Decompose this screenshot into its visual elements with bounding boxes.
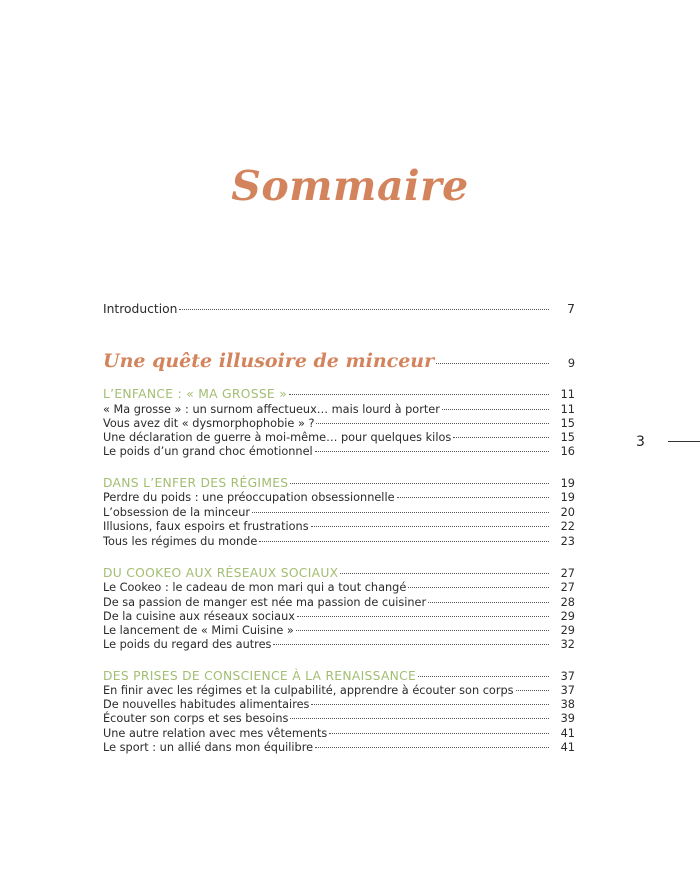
dot-leader: [289, 394, 549, 395]
toc-chapter-label: DANS L’ENFER DES RÉGIMES: [103, 476, 289, 490]
toc-page-number: 38: [560, 698, 575, 711]
toc-entry[interactable]: [103, 417, 575, 431]
toc-entry-label: Le poids d’un grand choc émotionnel: [103, 445, 313, 458]
toc-page-number: 27: [560, 567, 575, 580]
toc-chapter-label: DU COOKEO AUX RÉSEAUX SOCIAUX: [103, 566, 339, 580]
toc-entry[interactable]: [103, 712, 575, 726]
toc-entry[interactable]: [103, 741, 575, 755]
toc-entry[interactable]: [103, 610, 575, 624]
toc-part-label: Une quête illusoire de minceur: [103, 350, 435, 372]
page-title: Sommaire: [231, 162, 469, 210]
page-number: 3: [636, 434, 645, 450]
toc-entry-label: Une autre relation avec mes vêtements: [103, 727, 328, 740]
toc-page-number: 7: [567, 302, 575, 316]
dot-leader: [296, 630, 549, 631]
dot-leader: [179, 309, 549, 310]
toc-page-number: 32: [560, 638, 575, 651]
toc-page-number: 37: [560, 684, 575, 697]
toc-entry-label: En finir avec les régimes et la culpabilité, apprendre à écouter son corps: [103, 684, 514, 697]
dot-leader: [315, 747, 549, 748]
toc-entry-label: « Ma grosse » : un surnom affectueux… mais lourd à porter: [103, 403, 440, 416]
toc-entry-label: L’obsession de la minceur: [103, 506, 251, 519]
toc-entry-label: Perdre du poids : une préoccupation obsessionnelle: [103, 491, 395, 504]
toc-page-number: 11: [560, 388, 575, 401]
dot-leader: [453, 437, 549, 438]
toc-entry[interactable]: [103, 581, 575, 595]
toc-entry-label: Écouter son corps et ses besoins: [103, 712, 289, 725]
toc-entry-label: Vous avez dit « dysmorphophobie » ?: [103, 417, 315, 430]
toc-entry[interactable]: [103, 403, 575, 417]
toc-entry-label: De sa passion de manger est née ma passion de cuisiner: [103, 596, 427, 609]
toc-entry-label: De la cuisine aux réseaux sociaux: [103, 610, 295, 623]
toc-entry-label: Tous les régimes du monde: [103, 535, 258, 548]
toc-entry[interactable]: [103, 535, 575, 549]
dot-leader: [290, 718, 549, 719]
toc-entry-label: Une déclaration de guerre à moi-même… pour quelques kilos: [103, 431, 452, 444]
toc-entry-label: Introduction: [103, 302, 178, 316]
toc-chapter-heading[interactable]: [103, 566, 575, 581]
toc-entry-label: De nouvelles habitudes alimentaires: [103, 698, 310, 711]
toc-page-number: 19: [560, 477, 575, 490]
toc-page-number: 9: [567, 357, 575, 370]
toc-page-number: 23: [560, 535, 575, 548]
toc-page-number: 15: [560, 417, 575, 430]
toc-page-number: 20: [560, 506, 575, 519]
toc-page-number: 39: [560, 712, 575, 725]
toc-entry-label: Illusions, faux espoirs et frustrations: [103, 520, 309, 533]
toc-entry-label: Le poids du regard des autres: [103, 638, 272, 651]
toc-part-heading[interactable]: [103, 350, 575, 372]
dot-leader: [273, 644, 549, 645]
toc-entry-label: Le lancement de « Mimi Cuisine »: [103, 624, 294, 637]
dot-leader: [442, 409, 549, 410]
dot-leader: [311, 526, 549, 527]
toc-entry[interactable]: [103, 638, 575, 652]
toc-entry[interactable]: [103, 431, 575, 445]
toc-page-number: 22: [560, 520, 575, 533]
toc-entry[interactable]: [103, 684, 575, 698]
toc-page-number: 19: [560, 491, 575, 504]
dot-leader: [428, 602, 549, 603]
toc-page-number: 15: [560, 431, 575, 444]
dot-leader: [340, 573, 549, 574]
toc-chapter-label: DES PRISES DE CONSCIENCE À LA RENAISSANCE: [103, 669, 417, 683]
toc-page-number: 28: [560, 596, 575, 609]
dot-leader: [297, 616, 549, 617]
toc-entry[interactable]: [103, 596, 575, 610]
toc-entry-introduction[interactable]: [103, 302, 575, 316]
toc-entry[interactable]: [103, 506, 575, 520]
toc-chapter-label: L’ENFANCE : « MA GROSSE »: [103, 387, 288, 401]
toc-page-number: 37: [560, 670, 575, 683]
toc-page-number: 27: [560, 581, 575, 594]
dot-leader: [329, 733, 549, 734]
dot-leader: [516, 690, 549, 691]
dot-leader: [259, 541, 549, 542]
folio-rule: [668, 441, 700, 442]
toc-page-number: 41: [560, 727, 575, 740]
dot-leader: [436, 363, 549, 364]
dot-leader: [252, 512, 549, 513]
dot-leader: [311, 704, 549, 705]
toc-chapter-heading[interactable]: [103, 387, 575, 402]
toc-chapter-heading[interactable]: [103, 669, 575, 684]
toc-entry[interactable]: [103, 491, 575, 505]
dot-leader: [290, 483, 549, 484]
dot-leader: [418, 676, 549, 677]
dot-leader: [316, 423, 549, 424]
dot-leader: [408, 587, 549, 588]
toc-page-number: 29: [560, 610, 575, 623]
dot-leader: [397, 497, 549, 498]
dot-leader: [315, 451, 549, 452]
toc-entry[interactable]: [103, 520, 575, 534]
toc-page-number: 16: [560, 445, 575, 458]
toc-chapter-heading[interactable]: [103, 476, 575, 491]
toc-entry-label: Le Cookeo : le cadeau de mon mari qui a tout changé: [103, 581, 407, 594]
toc-entry-label: Le sport : un allié dans mon équilibre: [103, 741, 314, 754]
toc-entry[interactable]: [103, 445, 575, 459]
toc-entry[interactable]: [103, 727, 575, 741]
toc-page-number: 29: [560, 624, 575, 637]
toc-page-number: 41: [560, 741, 575, 754]
toc-entry[interactable]: [103, 624, 575, 638]
toc-page-number: 11: [560, 403, 575, 416]
toc-entry[interactable]: [103, 698, 575, 712]
